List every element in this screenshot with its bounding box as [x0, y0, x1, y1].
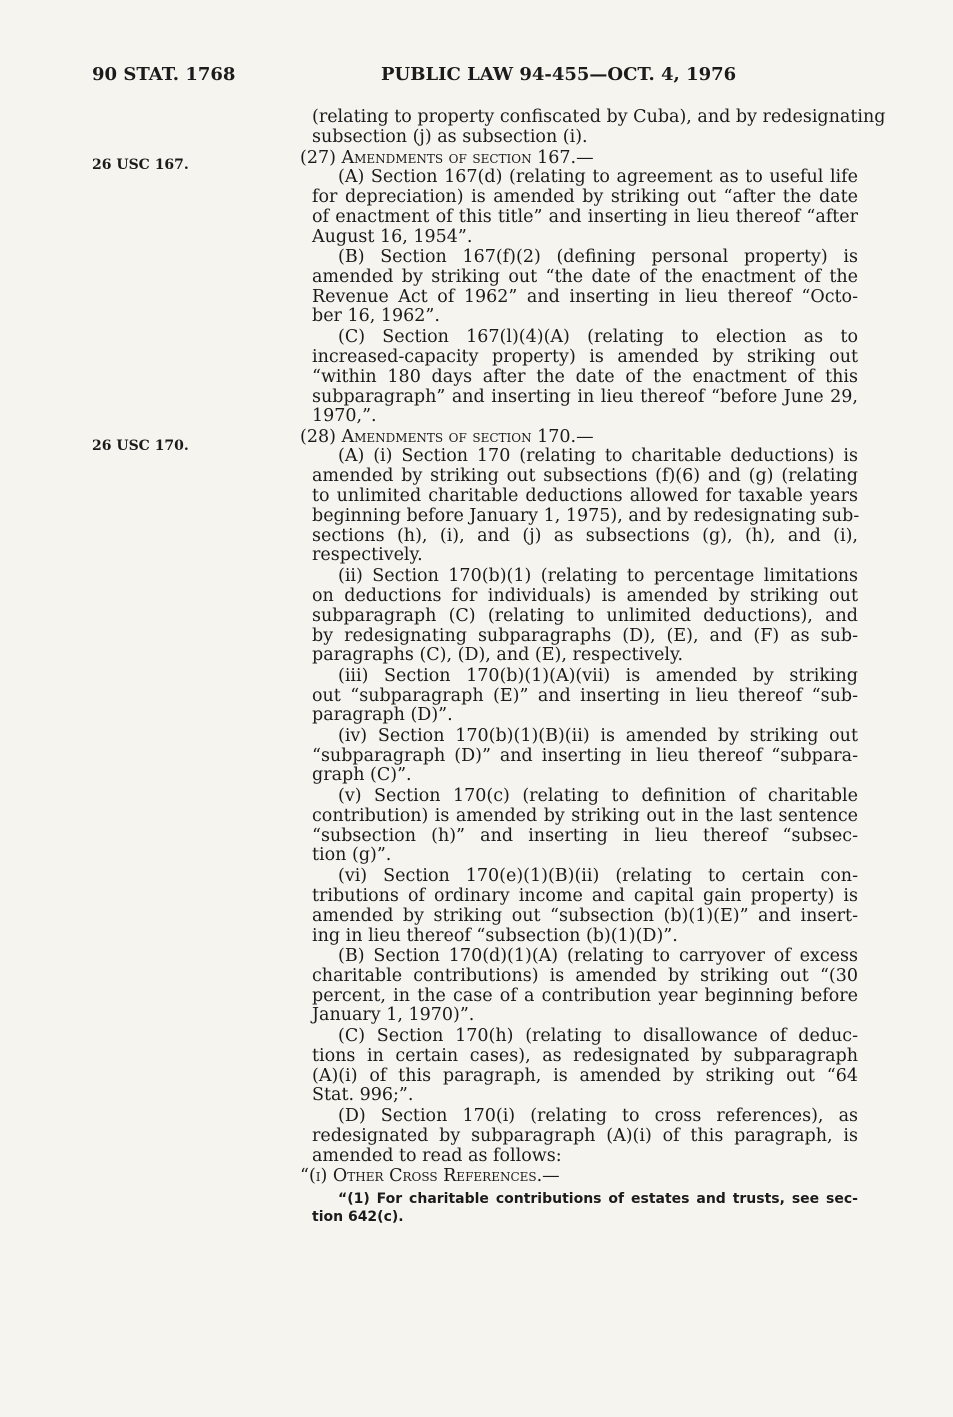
text-line: “(1) For charitable contributions of estates and trusts, see sec- [338, 1191, 858, 1207]
text-line: amended by striking out “the date of the enactment of the [312, 267, 858, 287]
text-line: subparagraph” and inserting in lieu thereof “before June 29, [312, 387, 858, 407]
text-line: subparagraph (C) (relating to unlimited deductions), and [312, 606, 858, 626]
text-line: amended by striking out subsections (f)(6) and (g) (relating [312, 466, 858, 486]
text-line: charitable contributions) is amended by striking out “(30 [312, 966, 858, 986]
text-line: subsection (j) as subsection (i). [312, 127, 588, 147]
margin-note-170: 26 USC 170. [92, 438, 189, 454]
text-line: “subsection (h)” and inserting in lieu thereof “subsec- [312, 826, 858, 846]
section-heading: (27) Amendments of section 167.— [300, 148, 594, 168]
text-line: contribution) is amended by striking out in the last sentence [312, 806, 858, 826]
text-line: tions in certain cases), as redesignated by subparagraph [312, 1046, 858, 1066]
text-line: (v) Section 170(c) (relating to definition of charitable [338, 786, 858, 806]
text-line: (B) Section 167(f)(2) (defining personal property) is [338, 247, 858, 267]
text-line: amended by striking out “subsection (b)(1)(E)” and insert- [312, 906, 858, 926]
page-stat-number: 90 STAT. 1768 [92, 64, 236, 85]
text-line: (C) Section 170(h) (relating to disallowance of deduc- [338, 1026, 858, 1046]
text-line: graph (C)”. [312, 765, 412, 785]
running-header: PUBLIC LAW 94-455—OCT. 4, 1976 [381, 64, 737, 85]
text-line: to unlimited charitable deductions allowed for taxable years [312, 486, 858, 506]
text-line: on deductions for individuals) is amended by striking out [312, 586, 858, 606]
text-line: (iv) Section 170(b)(1)(B)(ii) is amended by striking out [338, 726, 858, 746]
text-line: amended to read as follows: [312, 1146, 562, 1166]
text-line: “within 180 days after the date of the enactment of this [312, 367, 858, 387]
text-line: (A) (i) Section 170 (relating to charitable deductions) is [338, 446, 858, 466]
text-line: (A) Section 167(d) (relating to agreement as to useful life [338, 167, 858, 187]
text-line: (relating to property confiscated by Cuba), and by redesignating [312, 107, 886, 127]
text-line: (vi) Section 170(e)(1)(B)(ii) (relating to certain con- [338, 866, 858, 886]
text-line: increased-capacity property) is amended by striking out [312, 347, 858, 367]
text-line: respectively. [312, 545, 423, 565]
text-line: (C) Section 167(l)(4)(A) (relating to election as to [338, 327, 858, 347]
text-line: January 1, 1970)”. [312, 1005, 475, 1025]
text-line: by redesignating subparagraphs (D), (E), and (F) as sub- [312, 626, 858, 646]
text-line: redesignated by subparagraph (A)(i) of this paragraph, is [312, 1126, 858, 1146]
text-line: “subparagraph (D)” and inserting in lieu thereof “subpara- [312, 746, 858, 766]
text-line: ing in lieu thereof “subsection (b)(1)(D)”. [312, 926, 678, 946]
text-line: (iii) Section 170(b)(1)(A)(vii) is amended by striking [338, 666, 858, 686]
text-line: August 16, 1954”. [312, 227, 473, 247]
text-line: paragraphs (C), (D), and (E), respectively. [312, 645, 684, 665]
text-line: (B) Section 170(d)(1)(A) (relating to carryover of excess [338, 946, 858, 966]
section-heading: (28) Amendments of section 170.— [300, 427, 594, 447]
text-line: sections (h), (i), and (j) as subsections (g), (h), and (i), [312, 526, 858, 546]
text-line: out “subparagraph (E)” and inserting in lieu thereof “sub- [312, 686, 858, 706]
text-line: tion 642(c). [312, 1209, 404, 1225]
text-line: tributions of ordinary income and capital gain property) is [312, 886, 858, 906]
text-line: beginning before January 1, 1975), and by redesignating sub- [312, 506, 860, 526]
text-line: Revenue Act of 1962” and inserting in lieu thereof “Octo- [312, 287, 858, 307]
text-line: of enactment of this title” and inserting in lieu thereof “after [312, 207, 858, 227]
text-line: for depreciation) is amended by striking out “after the date [312, 187, 858, 207]
margin-note-167: 26 USC 167. [92, 157, 189, 173]
text-line: (A)(i) of this paragraph, is amended by striking out “64 [312, 1066, 858, 1086]
text-line: 1970,”. [312, 406, 377, 426]
text-line: (ii) Section 170(b)(1) (relating to percentage limitations [338, 566, 858, 586]
text-line: tion (g)”. [312, 845, 392, 865]
text-line: (D) Section 170(i) (relating to cross references), as [338, 1106, 858, 1126]
text-line: paragraph (D)”. [312, 705, 453, 725]
text-line: percent, in the case of a contribution year beginning before [312, 986, 858, 1006]
text-line: ber 16, 1962”. [312, 306, 440, 326]
section-heading: “(i) Other Cross References.— [300, 1166, 560, 1186]
text-line: Stat. 996;”. [312, 1085, 414, 1105]
